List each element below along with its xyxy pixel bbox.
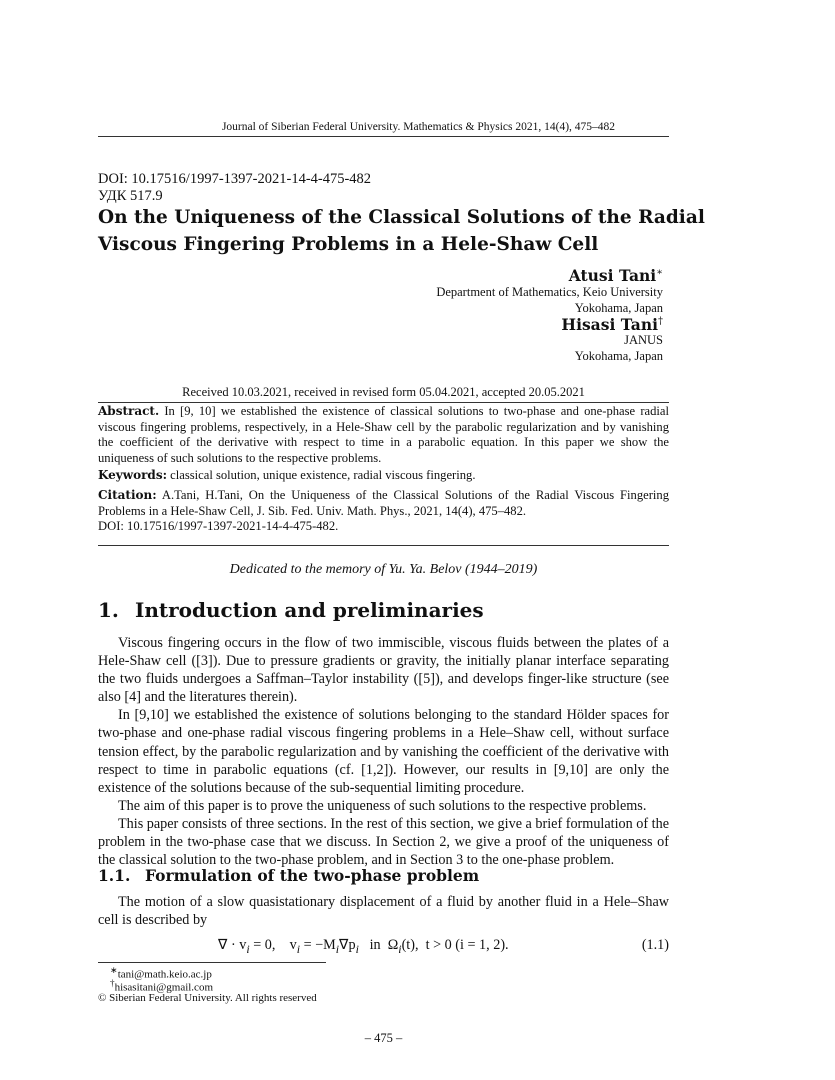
section-1-number: 1. — [98, 598, 119, 622]
running-head: Journal of Siberian Federal University. Mathematics & Physics 2021, 14(4), 475–482 — [221, 121, 616, 133]
author-2-affiliation: JANUS — [624, 333, 663, 347]
equation-body: ∇ · $v_i = 0$, $v_i = -M_i\nabla p_i$ in $\Omega_i(t)$, t > 0 (i = 1, 2). — [218, 937, 509, 956]
page-number: – 475 – — [364, 1031, 403, 1045]
abstract-label: Abstract. — [98, 404, 160, 418]
abstract-bottom-rule — [98, 545, 669, 546]
author-2 — [561, 315, 663, 334]
keywords-label: Keywords: — [98, 468, 168, 482]
footnote-2-text: hisasitani@gmail.com — [114, 981, 213, 994]
author-1-name: Atusi Tani — [568, 266, 657, 285]
abstract — [98, 404, 669, 466]
abstract-text: In [9, 10] we established the existence of classical solutions to two-phase and one-phase radial viscous fingering problems, respectively, in a Hele-Shaw cell by the parabolic regularization and by vanishing the coefficient of the derivative with respect to time in a parabolic equation. In this paper we show the uniqueness of such solutions to the respective problems. — [98, 404, 669, 465]
author-1 — [569, 266, 663, 285]
author-1-location: Yokohama, Japan — [574, 301, 663, 315]
doi: DOI: 10.17516/1997-1397-2021-14-4-475-482 — [98, 171, 372, 187]
author-2-mark: † — [658, 315, 663, 327]
paragraph: The aim of this paper is to prove the uniqueness of such solutions to the respective problems. — [118, 797, 647, 814]
author-1-mark: ∗ — [656, 266, 663, 278]
dedication: Dedicated to the memory of Yu. Ya. Belov (1944–2019) — [229, 562, 538, 577]
citation-text: A.Tani, H.Tani, On the Uniqueness of the Classical Solutions of the Radial Viscous Fingering Problems in a Hele-Shaw Cell, J. Sib. Fed. Univ. Math. Phys., 2021, 14(4), 475–482. — [98, 488, 669, 518]
citation — [98, 488, 669, 535]
subsection-title: Formulation of the two-phase problem — [145, 866, 480, 885]
section-1-heading — [98, 598, 484, 622]
footnote-1-mark: ∗ — [110, 965, 118, 975]
received-dates: Received 10.03.2021, received in revised form 05.04.2021, accepted 20.05.2021 — [182, 385, 585, 399]
paper-title: On the Uniqueness of the Classical Solutions of the Radial Viscous Fingering Problems in a Hele-Shaw Cell — [98, 207, 705, 255]
author-2-location: Yokohama, Japan — [574, 349, 663, 363]
citation-label: Citation: — [98, 488, 157, 502]
header-rule — [98, 136, 669, 137]
footnote-2-mark: † — [110, 978, 115, 988]
copyright: © Siberian Federal University. All rights reserved — [98, 992, 317, 1004]
citation-doi: DOI: 10.17516/1997-1397-2021-14-4-475-482. — [98, 519, 339, 533]
abstract-top-rule — [98, 402, 669, 403]
footnote-rule — [98, 962, 326, 963]
footnote-1-text: tani@math.keio.ac.jp — [117, 968, 212, 981]
author-1-affiliation: Department of Mathematics, Keio University — [436, 285, 663, 299]
subsection-body — [98, 893, 669, 929]
section-1-title: Introduction and preliminaries — [135, 598, 484, 622]
keywords — [98, 468, 669, 484]
paragraph: Viscous fingering occurs in the flow of two immiscible, viscous fluids between the plates of a Hele-Shaw cell ([3]). Due to pressure gradients or gravity, the initially planar interface separating the two fluids undergoes a Saffman–Taylor instability ([5]), and develops finger-like structure (see also [4] and the literatures therein). — [98, 635, 669, 706]
subsection-number: 1.1. — [98, 866, 131, 885]
keywords-text: classical solution, unique existence, radial viscous fingering. — [170, 468, 476, 482]
equation-number: (1.1) — [641, 937, 669, 953]
author-2-name: Hisasi Tani — [561, 315, 658, 334]
udc: УДК 517.9 — [98, 188, 163, 204]
section-1-body — [98, 634, 669, 869]
paragraph: The motion of a slow quasistationary displacement of a fluid by another fluid in a Hele–Shaw cell is described by — [98, 894, 669, 929]
subsection-heading — [98, 866, 479, 885]
paragraph: In [9,10] we established the existence of solutions belonging to the standard Hölder spaces for two-phase and one-phase radial viscous fingering problems in a Hele–Shaw cell, without surface tension effect, by the parabolic regularization and by vanishing the coefficient of the derivative with respect to time in parabolic equations (cf. [1,2]). However, our results in [9,10] are only the existence of the solutions because of the sub-sequential limiting procedure. — [98, 707, 669, 796]
paragraph: This paper consists of three sections. In the rest of this section, we give a brief formulation of the problem in the two-phase case that we discuss. In Section 2, we give a proof of the uniqueness of the classical solution to the two-phase problem, and in Section 3 to the one-phase problem. — [98, 815, 669, 869]
